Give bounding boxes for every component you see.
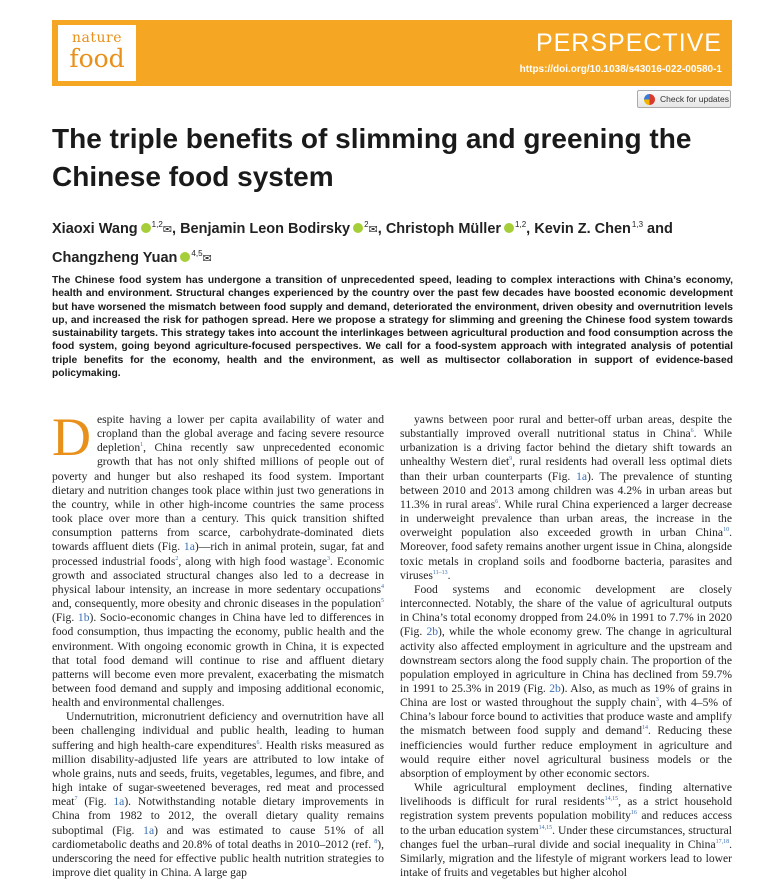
crossmark-icon [644, 94, 655, 105]
body-text: . Reducing these inefficiencies would further reduce employment in agriculture and would require either novel agricultural business models or the absorption of employment by other economic sectors. [400, 724, 732, 780]
reference-citation[interactable]: 1 [140, 442, 144, 449]
reference-citation[interactable]: 14,15 [604, 796, 619, 803]
body-text: . While urbanization is a driving factor behind the dietary shift towards an unhealthy Western diet [400, 427, 732, 469]
reference-citation[interactable]: 3 [655, 697, 659, 704]
journal-name-line2: food [69, 44, 125, 73]
body-text: While agricultural employment declines, finding alternative livelihoods is difficult for rural residents [400, 781, 732, 809]
body-text: , rural residents had overall less optimal diets than their urban counterparts (Fig. [400, 455, 733, 483]
body-text: , along with high food wastage [178, 554, 328, 568]
author-name[interactable]: Christoph Müller [385, 220, 502, 237]
body-text: yawns between poor rural and better-off urban areas, despite the substantially improved overall nutritional status in China [400, 413, 732, 441]
reference-citation[interactable]: 3 [327, 555, 331, 562]
body-text: (Fig. [77, 795, 114, 809]
body-text: (Fig. [52, 611, 78, 625]
author-affiliation: 1,2 [151, 220, 163, 229]
abstract: The Chinese food system has undergone a transition of unprecedented speed, leading to complex interactions with China’s economy, health and environment. Structural changes experienced by the country over the past few decades have boosted economic development but have worsened the mismatch between food supply and demand, deteriorated the environment, driven obesity and overnutrition levels up, and increased the risk for pathogen spread. Here we propose a strategy for slimming and greening the Chinese food system towards sustainability targets. This strategy takes into account the interlinkages between agricultural production and food consumption across the food system, going beyond agriculture-focused perspectives. We call for a food-system approach with integrated analysis of potential triple benefits for the economy, health and the environment, as well as multisector collaboration in support of evidence-based policymaking. [52, 275, 733, 380]
reference-citation[interactable]: 6 [690, 428, 694, 435]
body-paragraph [400, 413, 732, 583]
author-affiliation: 2 [364, 220, 369, 229]
body-text: ), underscoring the need for effective public health nutrition strategies to improve diet quality in China. A large gap [52, 837, 384, 879]
body-text: . Health risks measured as million disability-adjusted life years are attributed to low intake of whole grains, nuts and seeds, fruits, vegetables, legumes, and fibre, and high intake of sugar-sweetened beverages, red meat and processed meat [52, 738, 384, 809]
body-text: and, consequently, more obesity and chronic diseases in the population [52, 597, 381, 611]
body-text: ). The prevalence of stunting between 2010 and 2013 among children was 4.2% in urban areas but 11.3% in rural areas [400, 469, 733, 511]
body-text: . Similarly, migration and the lifestyle of migrant workers lead to lower intake of fruits and vegetables but higher alcohol [400, 837, 732, 879]
body-text: )—rich in animal protein, sugar, fat and processed industrial foods [52, 540, 384, 568]
body-text: ) and was estimated to cause 51% of all cardiometabolic deaths and 20.8% of total deaths in 2010–2012 (ref. [52, 823, 384, 851]
body-paragraph [52, 710, 384, 880]
reference-citation[interactable]: 16 [630, 810, 637, 817]
body-column-right [400, 413, 732, 880]
body-text: , China recently saw unprecedented economic growth that has not only shifted millions of people out of poverty and hunger but also reshaped its food system. Important dietary and nutrition changes took place within just two generations in the country, while in other high-income countries the same process took place over more than a century. This quick transition shifted consumption patterns from scarce, carbohydrate-dominated diets towards affluent diets (Fig. [52, 441, 384, 554]
body-text: . Economic growth and associated structural changes also led to a decrease in physical labour intensity, an increase in more sedentary occupations [52, 554, 384, 596]
article-title: The triple benefits of slimming and greening the Chinese food system [52, 123, 692, 192]
author-name[interactable]: Benjamin Leon Bodirsky [180, 220, 351, 237]
author-name[interactable]: Kevin Z. Chen [534, 220, 631, 237]
body-text: . While rural China experienced a larger decrease in underweight prevalence than urban areas, the increase in the overweight population also exceeded growth in urban China [400, 497, 732, 540]
author-list: Xiaoxi Wang $^{1,2}$✉, Benjamin Leon Bodirsky $^2$✉, Christoph Müller $^{1,2}$, Kevin Z. Chen$^{1,3}$ and Changzheng Yuan $^{4,5}$✉ [52, 220, 673, 266]
figure-link[interactable]: 1b [77, 611, 90, 625]
doi-link[interactable]: https://doi.org/10.1038/s43016-022-00580-1 [519, 64, 722, 75]
reference-citation[interactable]: 6 [495, 499, 499, 506]
journal-banner [52, 20, 732, 86]
check-for-updates-label: Check for updates [660, 94, 729, 104]
reference-citation[interactable]: 7 [74, 796, 78, 803]
email-icon[interactable]: ✉ [162, 223, 173, 236]
check-for-updates-button[interactable] [637, 90, 731, 108]
author-name[interactable]: Xiaoxi Wang [52, 220, 138, 237]
reference-citation[interactable]: 10 [723, 527, 730, 534]
reference-citation[interactable]: 9 [509, 456, 513, 463]
reference-citation[interactable]: 2 [175, 555, 179, 562]
body-text: Undernutrition, micronutrient deficiency and overnutrition have all been challenging individual and public health, leading to human suffering and high health-care expenditures [52, 710, 384, 752]
figure-link[interactable]: 1a [143, 823, 155, 837]
reference-citation[interactable]: 4 [381, 584, 384, 591]
body-text: ). Also, as much as 19% of grains in China are lost or wasted throughout the supply chain [400, 681, 732, 710]
body-text: Food systems and economic development are closely interconnected. Notably, the share of the value of agricultural outputs in China’s total economy dropped from 24.0% in 1991 to 7.7% in 2020 (Fig. [400, 582, 732, 639]
body-text: ). Notwithstanding notable dietary improvements in China from 1982 to 2012, the overall dietary quality remains suboptimal (Fig. [52, 795, 385, 837]
reference-citation[interactable]: 14 [642, 725, 648, 732]
author-name[interactable]: Changzheng Yuan [52, 249, 178, 266]
body-text: . Under these circumstances, structural changes fuel the urban–rural divide and social inequality in China [400, 823, 732, 851]
orcid-icon[interactable] [353, 223, 363, 233]
email-icon[interactable]: ✉ [202, 252, 212, 265]
author-affiliation: 1,2 [515, 220, 527, 229]
body-text: espite having a lower per capita availability of water and cropland than the global average and facing severe resource depletion [97, 413, 384, 455]
body-column-left [52, 407, 385, 880]
figure-link[interactable]: 2b [426, 625, 439, 639]
reference-citation[interactable]: 17,18 [715, 838, 730, 845]
body-paragraph [400, 781, 732, 880]
drop-cap: D [52, 407, 91, 467]
figure-link[interactable]: 1a [113, 795, 125, 809]
orcid-icon[interactable] [180, 252, 190, 262]
author-affiliation: 1,3 [631, 220, 644, 229]
figure-link[interactable]: 2b [549, 681, 561, 695]
author-affiliation: 4,5 [191, 248, 203, 258]
body-text: . [447, 568, 451, 582]
body-text: , with 4–5% of China’s labour force bound to activities that produce waste and amplify the mismatch between food supply and demand [400, 696, 732, 738]
email-icon[interactable]: ✉ [368, 223, 378, 236]
reference-citation[interactable]: 11–13 [432, 569, 448, 576]
reference-citation[interactable]: 14,15 [538, 824, 553, 831]
orcid-icon[interactable] [141, 223, 151, 233]
body-paragraph [52, 407, 385, 710]
orcid-icon[interactable] [504, 223, 514, 233]
article-type: PERSPECTIVE [535, 29, 722, 57]
figure-link[interactable]: 1a [183, 540, 195, 554]
figure-link[interactable]: 1a [576, 469, 588, 483]
journal-name-line1: nature [72, 30, 122, 46]
body-text: ). Socio-economic changes in China have led to differences in food consumption, thus impacting the economy, public health and the environment. With ongoing economic growth in China, it is expected that total food demand will continue to rise and affluent dietary patterns will become even more prevalent, exacerbating the mismatch between food demand and supply and imposing additional economic, health and environmental challenges. [52, 611, 385, 710]
journal-logo[interactable] [58, 25, 136, 81]
reference-citation[interactable]: 8 [374, 838, 378, 845]
reference-citation[interactable]: 5 [381, 598, 384, 605]
body-text: ), while the whole economy grew. The change in agricultural activity also affected employment in agriculture and the upstream and downstream sectors along the food supply chain. The proportion of the population employed in agriculture in China has declined from 59.7% in 1991 to 25.3% in 2019 (Fig. [400, 625, 732, 695]
body-text: , as a strict household registration system prevents population mobility [400, 795, 732, 823]
reference-citation[interactable]: 6 [256, 739, 260, 746]
body-text: . Moreover, food safety remains another urgent issue in China, alongside toxic metals in cropland soils and foodborne bacteria, parasites and viruses [400, 526, 732, 582]
body-paragraph [400, 583, 732, 781]
body-text: and reduces access to the urban education system [400, 809, 732, 837]
